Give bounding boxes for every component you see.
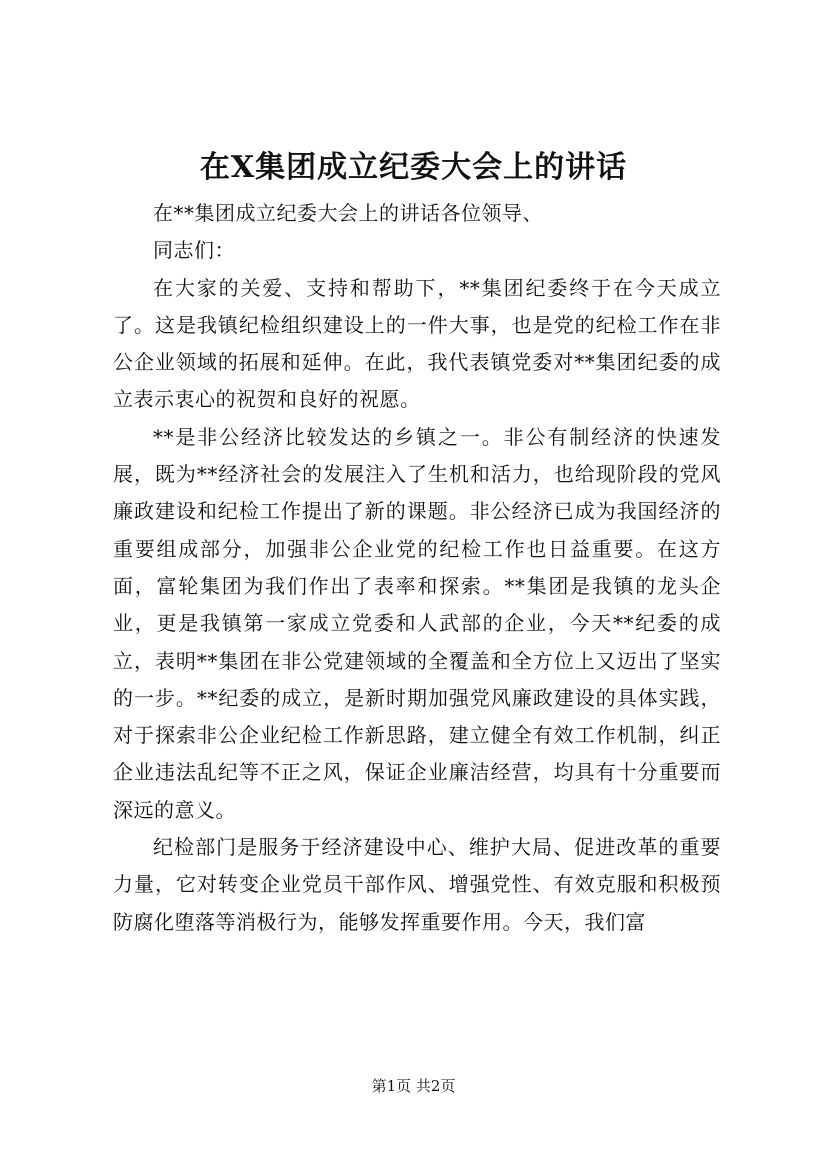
paragraph-3: 纪检部门是服务于经济建设中心、维护大局、促进改革的重要力量，它对转变企业党员干部作风、增强党性、有效克服和积极预防腐化堕落等消极行为，能够发挥重要作用。今天，我们富 [113, 835, 721, 934]
paragraph-2: **是非公经济比较发达的乡镇之一。非公有制经济的快速发展，既为**经济社会的发展注入了生机和活力，也给现阶段的党风廉政建设和纪检工作提出了新的课题。非公经济已成为我国经济的重要组成部分，加强非公企业党的纪检工作也日益重要。在这方面，富轮集团为我们作出了表率和探索。**集团是我镇的龙头企业，更是我镇第一家成立党委和人武部的企业，今天**纪委的成立，表明**集团在非公党建领域的全覆盖和全方位上又迈出了坚实的一步。**纪委的成立，是新时期加强党风廉政建设的具体实践，对于探索非公企业纪检工作新思路，建立健全有效工作机制，纠正企业违法乱纪等不正之风，保证企业廉洁经营，均具有十分重要而深远的意义。 [113, 424, 721, 822]
paragraph-opening: 在**集团成立纪委大会上的讲话各位领导、 [153, 201, 543, 225]
document-body [113, 195, 721, 941]
paragraph-1: 在大家的关爱、支持和帮助下，**集团纪委终于在今天成立了。这是我镇纪检组织建设上的一件大事，也是党的纪检工作在非公企业领域的拓展和延伸。在此，我代表镇党委对**集团纪委的成立表示衷心的祝贺和良好的祝愿。 [113, 275, 721, 412]
page-footer: 第1页 共2页 [371, 1077, 456, 1095]
paragraph-salutation: 同志们： [153, 238, 235, 263]
document-title: 在X集团成立纪委大会上的讲话 [199, 150, 628, 185]
